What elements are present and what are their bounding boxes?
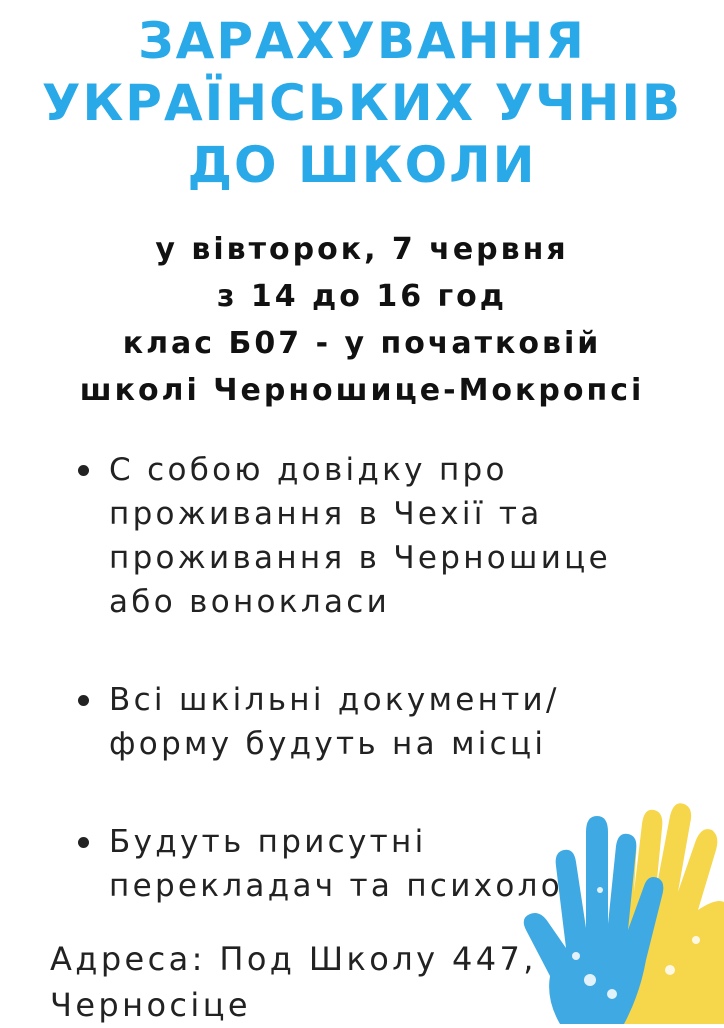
event-info xyxy=(0,226,724,414)
bullet-icon xyxy=(78,837,89,848)
list-item-line: або воноклаcи xyxy=(109,584,391,620)
title-line-3: ДО ШКОЛИ xyxy=(187,136,537,194)
page-title xyxy=(0,10,724,196)
bullet-icon xyxy=(78,695,89,706)
address-line-1: Адреса: Под Школу 447, xyxy=(50,940,537,978)
list-item-line: проживання в Чехії та xyxy=(109,496,543,532)
list-item-line: Всі шкільні документи/ xyxy=(109,682,560,718)
list-item-line: перекладач та психолог xyxy=(109,868,583,904)
list-item-line: форму будуть на місці xyxy=(109,726,547,762)
title-line-2: УКРАЇНСЬКИХ УЧНІВ xyxy=(41,74,683,132)
list-item xyxy=(78,678,698,766)
list-item-line: Будуть присутні xyxy=(109,824,427,860)
list-item xyxy=(78,448,698,624)
event-time: з 14 до 16 год xyxy=(216,279,508,314)
list-item-line: С собою довідку про xyxy=(109,452,508,488)
bullet-icon xyxy=(78,465,89,476)
title-line-1: ЗАРАХУВАННЯ xyxy=(138,12,586,70)
address-line-2: Черносіце xyxy=(50,986,251,1024)
event-room: клас Б07 - у початковій xyxy=(122,326,602,361)
list-item-line: проживання в Черношице xyxy=(109,540,611,576)
event-school: школі Черношице-Мокропсі xyxy=(79,373,645,408)
event-date: у вівторок, 7 червня xyxy=(155,232,569,267)
hands-illustration xyxy=(520,780,724,1024)
address xyxy=(50,936,537,1028)
